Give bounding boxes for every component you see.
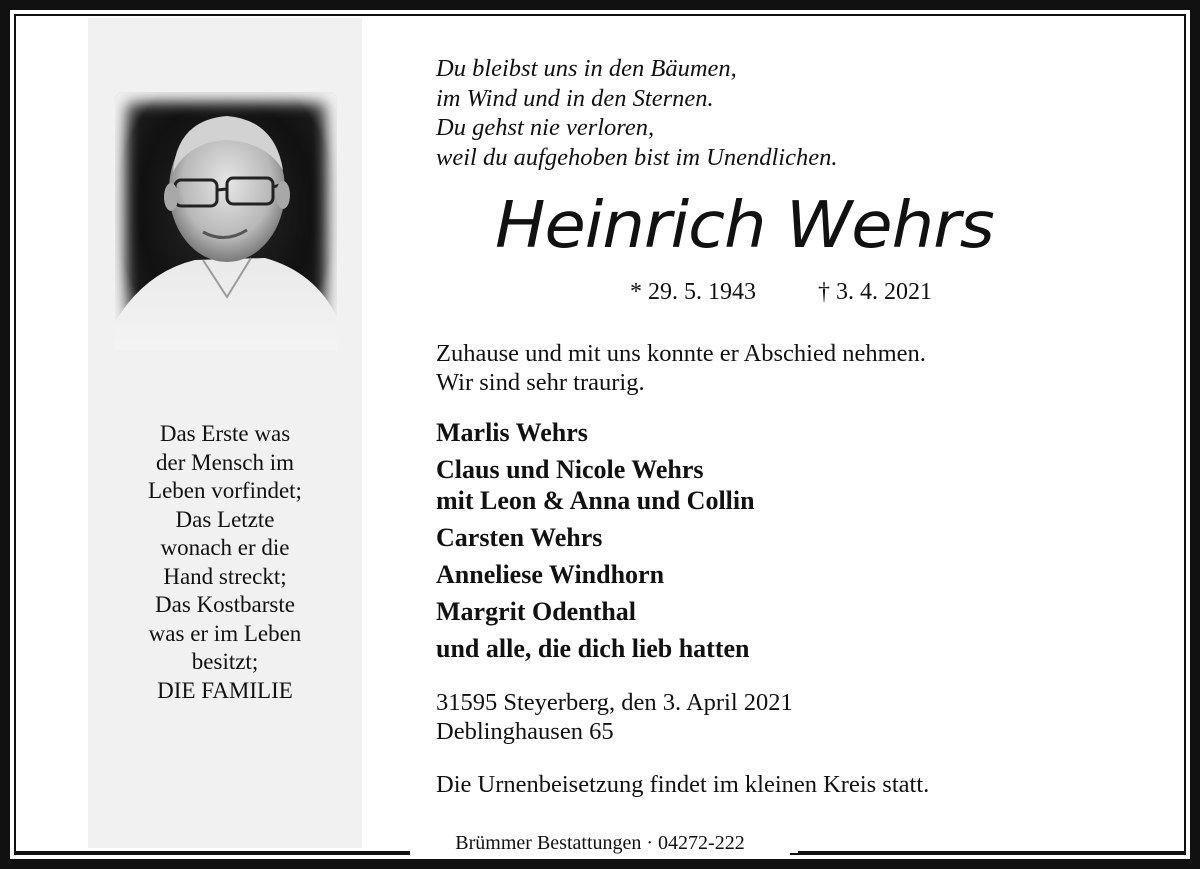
family-list: [436, 417, 755, 664]
epigraph: [436, 54, 837, 172]
side-poem-line: wonach er die: [160, 535, 290, 560]
birth-date: * 29. 5. 1943: [630, 279, 756, 305]
side-poem-line: der Mensch im: [156, 449, 294, 475]
family-member: Carsten Wehrs: [436, 523, 603, 552]
family-member: Claus und Nicole Wehrs: [436, 455, 704, 484]
place-line: 31595 Steyerberg, den 3. April 2021: [436, 689, 793, 716]
epigraph-line: im Wind und in den Sternen.: [436, 84, 714, 112]
side-poem-line: Das Erste was: [159, 421, 291, 446]
deceased-name: Heinrich Wehrs: [495, 189, 994, 263]
address-line: Deblinghausen 65: [436, 718, 614, 745]
side-poem-line: DIE FAMILIE: [157, 677, 293, 703]
portrait-illustration: [115, 92, 337, 350]
funeral-home-footer: Brümmer Bestattungen · 04272-222: [410, 832, 790, 855]
footer-rule-right: [798, 851, 1186, 854]
family-member: und alle, die dich lieb hatten: [436, 634, 750, 663]
family-member: Anneliese Windhorn: [436, 560, 665, 589]
side-poem-line: was er im Leben: [148, 620, 302, 646]
side-poem-line: Das Kostbarste: [155, 592, 295, 617]
side-poem-line: Das Letzte: [175, 506, 275, 532]
family-member: mit Leon & Anna und Collin: [436, 486, 755, 515]
place-and-date: [436, 688, 793, 746]
side-poem: [88, 420, 362, 705]
family-member: Marlis Wehrs: [436, 418, 588, 447]
side-poem-line: Hand streckt;: [163, 563, 287, 589]
epigraph-line: weil du aufgehoben bist im Unendlichen.: [436, 143, 838, 171]
epigraph-line: Du bleibst uns in den Bäumen,: [436, 55, 737, 82]
portrait-photo: [115, 92, 337, 350]
side-poem-line: Leben vorfindet;: [148, 478, 302, 503]
family-member: Margrit Odenthal: [436, 597, 637, 626]
intro-text: [436, 339, 926, 397]
intro-line: Wir sind sehr traurig.: [436, 369, 645, 396]
epigraph-line: Du gehst nie verloren,: [436, 114, 655, 141]
side-poem-line: besitzt;: [191, 649, 259, 674]
death-date: † 3. 4. 2021: [818, 279, 932, 305]
intro-line: Zuhause und mit uns konnte er Abschied nehmen.: [436, 340, 926, 367]
footer-rule-left: [14, 851, 410, 854]
funeral-note: Die Urnenbeisetzung findet im kleinen Kreis statt.: [436, 771, 930, 798]
